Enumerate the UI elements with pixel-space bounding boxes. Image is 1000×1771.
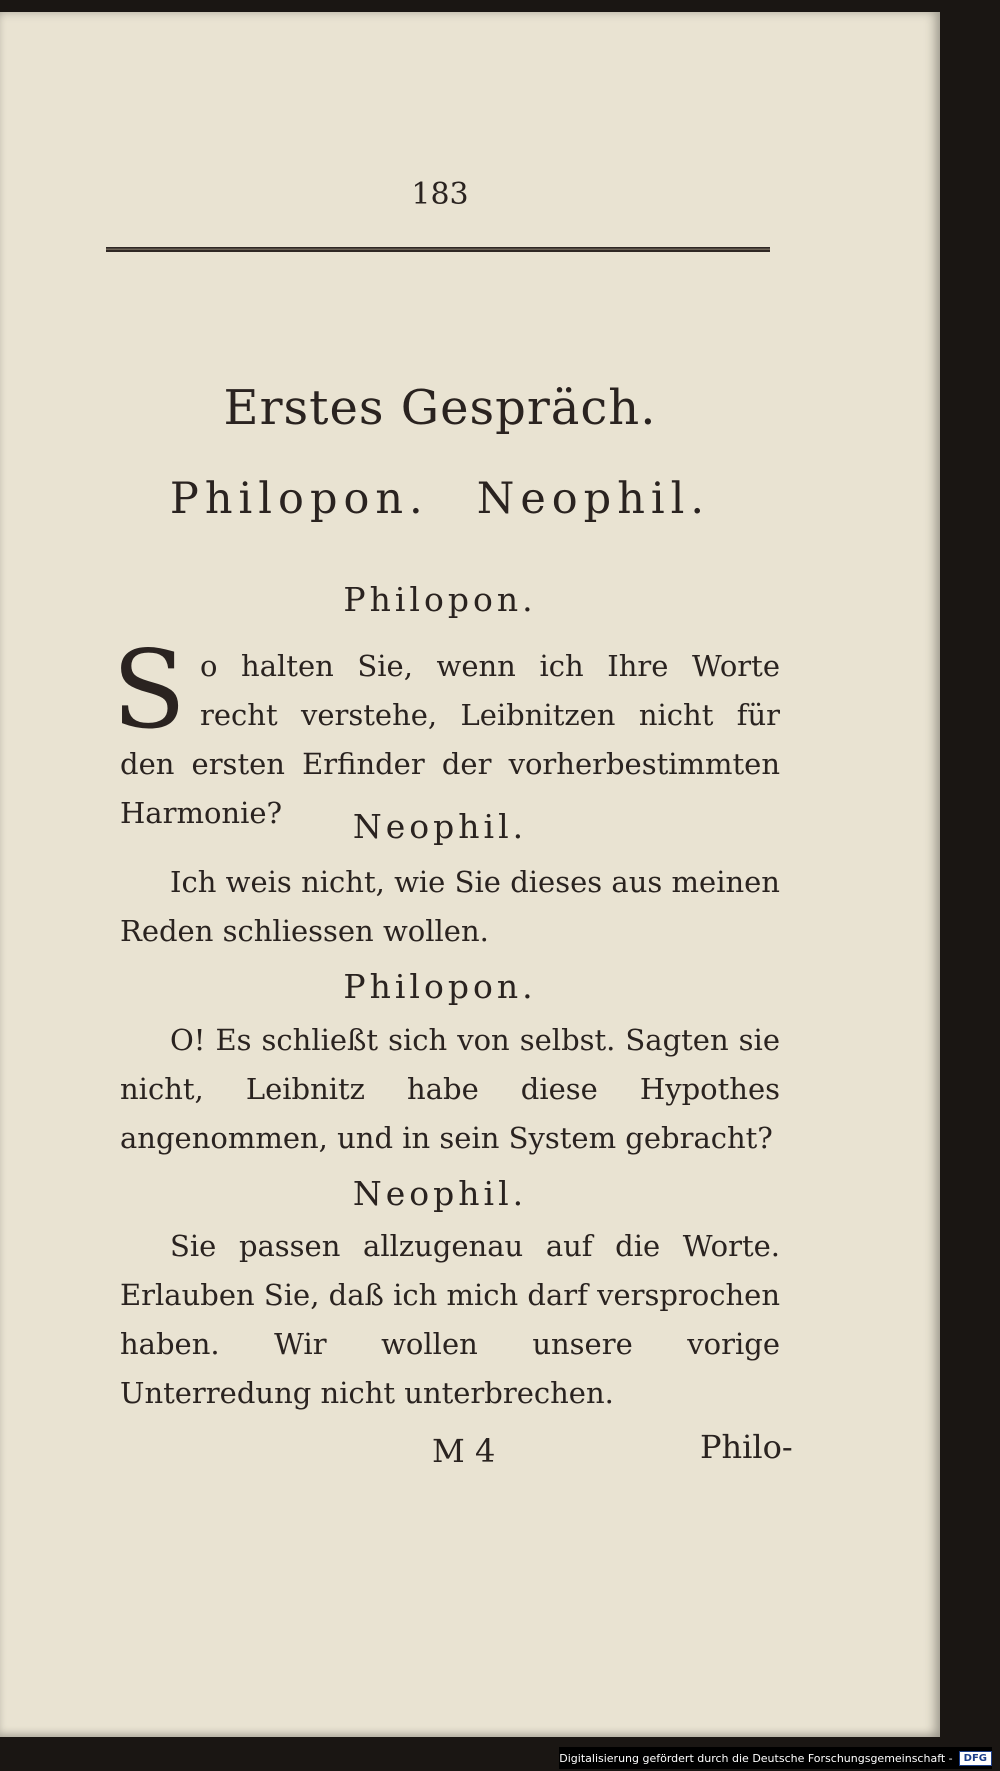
signature-mark: M 4 xyxy=(432,1432,496,1470)
credit-text: Digitalisierung gefördert durch die Deutsche Forschungsgemeinschaft - xyxy=(559,1751,953,1765)
chapter-title: Erstes Gespräch. xyxy=(223,380,657,436)
speaker-label: Neophil. xyxy=(352,1174,528,1213)
interlocutor-philopon: Philopon. xyxy=(169,474,429,524)
dialogue-paragraph: Ich weis nicht, wie Sie dieses aus meinen Reden schliessen wollen. xyxy=(120,865,780,948)
header-rule xyxy=(106,245,770,254)
dialogue-paragraph: Sie passen allzugenau auf die Worte. Erlauben Sie, daß ich mich darf versprochen haben. Wir wollen unsere vorige Unterredung nicht unterbrechen. xyxy=(120,1229,781,1410)
speaker-label: Philopon. xyxy=(343,967,537,1006)
drop-capital: S xyxy=(112,628,186,753)
catchword: Philo- xyxy=(700,1428,793,1466)
dialogue-paragraph: O! Es schließt sich von selbst. Sagten sie nicht, Leibnitz habe diese Hypothes angenommen, und in sein System gebracht? xyxy=(120,1023,780,1155)
digitization-credit xyxy=(559,1747,992,1769)
paragraph-text: o halten Sie, wenn ich Ihre Worte recht verstehe, Leibnitzen nicht für den ersten Erfinder der vorherbestimmten Harmonie? xyxy=(120,649,780,830)
interlocutors-line xyxy=(0,474,880,524)
speaker-label: Philopon. xyxy=(343,580,537,619)
speaker-label: Neophil. xyxy=(352,807,528,846)
interlocutor-neophil: Neophil. xyxy=(476,474,711,524)
dfg-logo: DFG xyxy=(959,1751,992,1766)
book-page xyxy=(0,12,940,1737)
page-number: 183 xyxy=(411,177,469,212)
